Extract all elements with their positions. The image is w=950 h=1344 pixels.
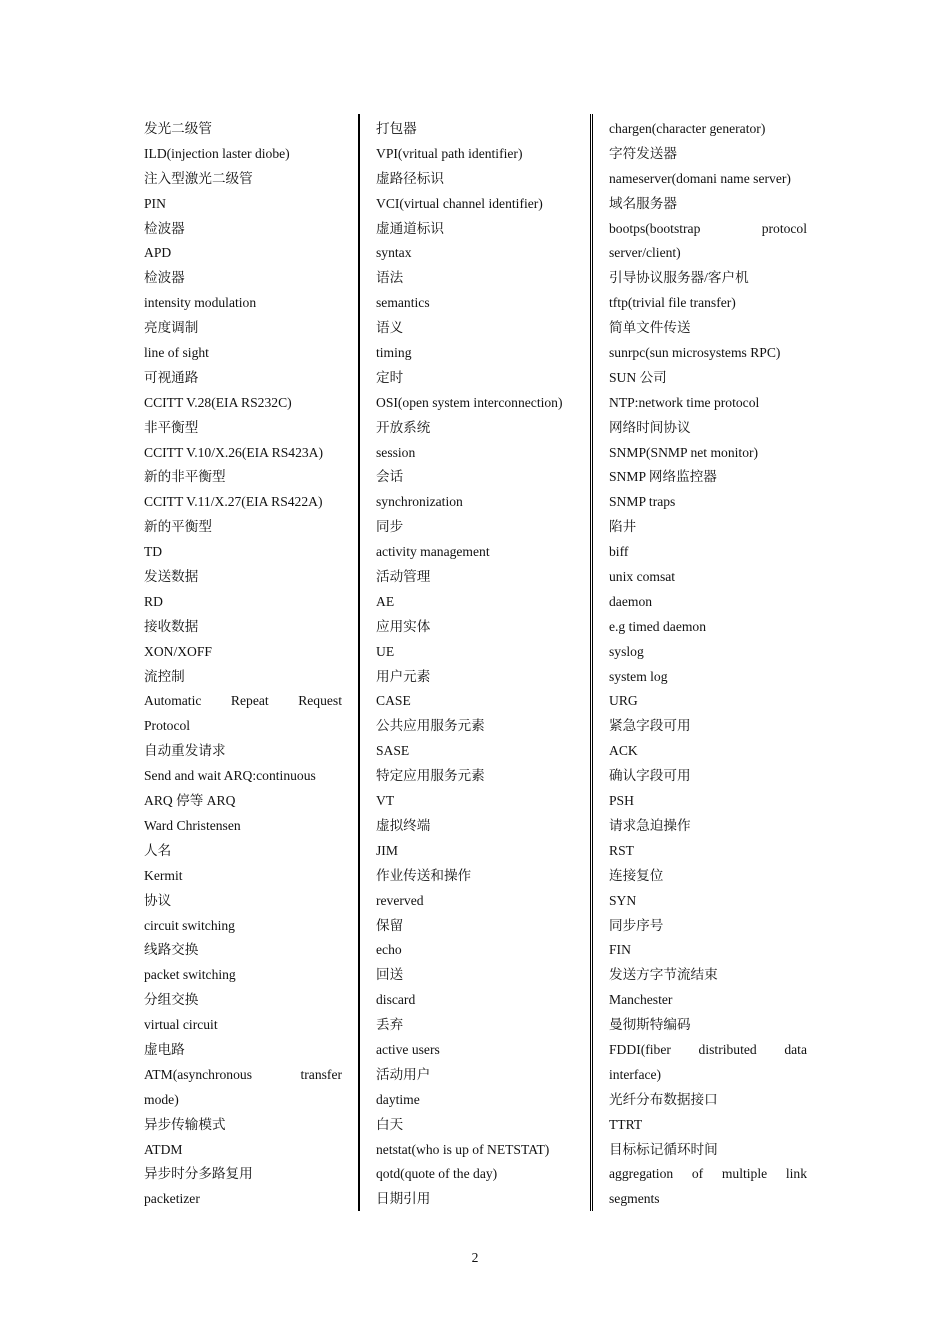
glossary-entry-line: bootps(bootstrap protocol bbox=[609, 220, 807, 236]
glossary-entry-line: 光纤分布数据接口 bbox=[609, 1091, 718, 1107]
glossary-entry-line: Send and wait ARQ:continuous bbox=[144, 768, 316, 784]
glossary-entry-line: 非平衡型 bbox=[144, 419, 199, 435]
glossary-entry-line: UE bbox=[376, 643, 395, 659]
glossary-entry-line: 语法 bbox=[376, 270, 404, 286]
glossary-entry-line: synchronization bbox=[376, 494, 463, 510]
glossary-entry-line: 保留 bbox=[376, 917, 404, 933]
glossary-entry-line: 引导协议服务器/客户机 bbox=[609, 270, 749, 286]
glossary-entry-line: 虚通道标识 bbox=[376, 220, 444, 236]
glossary-entry-line: 检波器 bbox=[144, 220, 185, 236]
glossary-entry-line: 打包器 bbox=[376, 121, 417, 136]
glossary-entry-line: 流控制 bbox=[144, 668, 185, 684]
glossary-entry-line: circuit switching bbox=[144, 917, 235, 933]
glossary-entry-line: 新的非平衡型 bbox=[144, 469, 226, 485]
glossary-entry-line: SNMP traps bbox=[609, 494, 676, 510]
glossary-entry-line: syslog bbox=[609, 643, 644, 659]
glossary-entry-line: Automatic Repeat Request bbox=[144, 693, 342, 709]
glossary-entry-line: Manchester bbox=[609, 992, 673, 1008]
glossary-entry-line: reverved bbox=[376, 892, 424, 908]
glossary-entry-line: CCITT V.28(EIA RS232C) bbox=[144, 394, 292, 410]
glossary-entry-line: aggregation of multiple link bbox=[609, 1166, 807, 1182]
glossary-entry-line: 丢弃 bbox=[376, 1017, 404, 1033]
glossary-entry-line: RST bbox=[609, 842, 634, 858]
glossary-entry-line: discard bbox=[376, 992, 416, 1008]
glossary-entry-line: interface) bbox=[609, 1066, 662, 1082]
glossary-entry-line: SASE bbox=[376, 743, 410, 759]
glossary-entry-line: CCITT V.10/X.26(EIA RS423A) bbox=[144, 444, 324, 460]
glossary-entry-line: segments bbox=[609, 1191, 660, 1207]
glossary-entry-line: session bbox=[376, 444, 416, 460]
glossary-entry-line: packet switching bbox=[144, 967, 236, 983]
glossary-entry-line: 简单文件传送 bbox=[609, 320, 691, 336]
glossary-entry-line: 同步序号 bbox=[609, 917, 664, 933]
glossary-entry-line: 同步 bbox=[376, 519, 404, 535]
glossary-entry-line: 日期引用 bbox=[376, 1191, 431, 1207]
glossary-entry-line: echo bbox=[376, 942, 402, 958]
glossary-entry-line: nameserver(domani name server) bbox=[609, 170, 791, 186]
glossary-entry-line: AE bbox=[376, 593, 395, 609]
glossary-entry-line: Protocol bbox=[144, 718, 191, 734]
glossary-entry-line: SYN bbox=[609, 892, 637, 908]
column-divider-left bbox=[358, 114, 360, 1211]
glossary-entry-line: VT bbox=[376, 793, 395, 809]
glossary-entry-line: ATM(asynchronous transfer bbox=[144, 1066, 342, 1082]
glossary-entry-line: qotd(quote of the day) bbox=[376, 1166, 498, 1182]
glossary-entry-line: PIN bbox=[144, 195, 166, 211]
glossary-entry-line: sunrpc(sun microsystems RPC) bbox=[609, 345, 781, 361]
glossary-entry-line: 虚电路 bbox=[144, 1041, 185, 1057]
glossary-entry-line: Ward Christensen bbox=[144, 817, 241, 833]
glossary-entry-line: mode) bbox=[144, 1091, 179, 1107]
glossary-entry-line: intensity modulation bbox=[144, 295, 257, 311]
glossary-entry-line: line of sight bbox=[144, 345, 209, 361]
glossary-entry-line: 分组交换 bbox=[144, 992, 199, 1008]
page-number: 2 bbox=[471, 1250, 479, 1265]
glossary-column-3 bbox=[609, 117, 807, 1212]
column-divider-right-b bbox=[592, 114, 593, 1211]
glossary-entry-line: active users bbox=[376, 1041, 440, 1057]
glossary-entry-line: 确认字段可用 bbox=[609, 768, 691, 784]
glossary-entry-line: activity management bbox=[376, 544, 490, 560]
glossary-entry-line: netstat(who is up of NETSTAT) bbox=[376, 1141, 550, 1157]
glossary-entry-line: TD bbox=[144, 544, 163, 560]
glossary-entry-line: VPI(vritual path identifier) bbox=[376, 145, 523, 161]
glossary-column-2 bbox=[376, 117, 576, 1212]
glossary-entry-line: 连接复位 bbox=[609, 867, 664, 883]
glossary-entry-line: biff bbox=[609, 544, 629, 560]
glossary-entry-line: 请求急迫操作 bbox=[609, 817, 691, 833]
glossary-entry-line: 线路交换 bbox=[144, 942, 199, 958]
glossary-entry-line: 陷井 bbox=[609, 519, 637, 535]
glossary-entry-line: 紧急字段可用 bbox=[609, 718, 691, 734]
glossary-entry-line: XON/XOFF bbox=[144, 643, 212, 659]
glossary-entry-line: OSI(open system interconnection) bbox=[376, 394, 563, 410]
glossary-entry-line: CASE bbox=[376, 693, 411, 709]
glossary-entry-line: daytime bbox=[376, 1091, 420, 1107]
glossary-entry-line: FDDI(fiber distributed data bbox=[609, 1041, 807, 1057]
glossary-entry-line: 发送方字节流结束 bbox=[609, 967, 718, 983]
glossary-entry-line: 活动管理 bbox=[376, 569, 431, 585]
glossary-entry-line: 字符发送器 bbox=[609, 145, 677, 161]
glossary-entry-line: 网络时间协议 bbox=[609, 419, 691, 435]
glossary-entry-line: unix comsat bbox=[609, 569, 676, 585]
glossary-entry-line: semantics bbox=[376, 295, 430, 311]
glossary-entry-line: 虚拟终端 bbox=[376, 817, 431, 833]
glossary-entry-line: 应用实体 bbox=[376, 618, 431, 634]
glossary-entry-line: virtual circuit bbox=[144, 1017, 218, 1033]
glossary-entry-line: PSH bbox=[609, 793, 634, 809]
glossary-entry-line: ACK bbox=[609, 743, 638, 759]
glossary-entry-line: 定时 bbox=[376, 369, 404, 385]
glossary-entry-line: TTRT bbox=[609, 1116, 643, 1132]
glossary-entry-line: APD bbox=[144, 245, 172, 261]
glossary-entry-line: tftp(trivial file transfer) bbox=[609, 295, 736, 311]
glossary-entry-line: 自动重发请求 bbox=[144, 743, 226, 759]
glossary-entry-line: 新的平衡型 bbox=[144, 519, 212, 535]
glossary-entry-line: SNMP 网络监控器 bbox=[609, 469, 717, 485]
glossary-entry-line: system log bbox=[609, 668, 668, 684]
glossary-entry-line: ATDM bbox=[144, 1141, 183, 1157]
glossary-entry-line: SNMP(SNMP net monitor) bbox=[609, 444, 759, 460]
glossary-entry-line: 协议 bbox=[144, 892, 172, 908]
glossary-entry-line: daemon bbox=[609, 593, 653, 609]
glossary-entry-line: 亮度调制 bbox=[144, 320, 199, 336]
glossary-entry-line: 发送数据 bbox=[144, 569, 199, 585]
glossary-entry-line: CCITT V.11/X.27(EIA RS422A) bbox=[144, 494, 323, 510]
glossary-entry-line: 目标标记循环时间 bbox=[609, 1141, 718, 1157]
glossary-entry-line: FIN bbox=[609, 942, 631, 958]
glossary-entry-line: 公共应用服务元素 bbox=[376, 718, 485, 734]
glossary-entry-line: 虚路径标识 bbox=[376, 170, 444, 186]
glossary-entry-line: 接收数据 bbox=[144, 618, 199, 634]
column-divider-right-a bbox=[590, 114, 591, 1211]
glossary-entry-line: 作业传送和操作 bbox=[376, 867, 472, 883]
glossary-entry-line: ILD(injection laster diobe) bbox=[144, 145, 290, 161]
glossary-entry-line: 回送 bbox=[376, 967, 404, 983]
glossary-entry-line: 域名服务器 bbox=[609, 195, 677, 211]
glossary-entry-line: 特定应用服务元素 bbox=[376, 768, 485, 784]
glossary-entry-line: 人名 bbox=[144, 842, 172, 858]
glossary-column-1 bbox=[144, 117, 342, 1212]
glossary-entry-line: VCI(virtual channel identifier) bbox=[376, 195, 543, 211]
glossary-entry-line: SUN 公司 bbox=[609, 369, 667, 385]
glossary-entry-line: chargen(character generator) bbox=[609, 121, 766, 136]
glossary-entry-line: server/client) bbox=[609, 245, 681, 261]
glossary-entry-line: 异步传输模式 bbox=[144, 1116, 226, 1132]
glossary-entry-line: 白天 bbox=[376, 1116, 404, 1132]
glossary-entry-line: 检波器 bbox=[144, 270, 185, 286]
glossary-entry-line: 异步时分多路复用 bbox=[144, 1166, 253, 1182]
glossary-entry-line: 可视通路 bbox=[144, 369, 199, 385]
glossary-entry-line: URG bbox=[609, 693, 638, 709]
glossary-entry-line: NTP:network time protocol bbox=[609, 394, 760, 410]
glossary-entry-line: syntax bbox=[376, 245, 412, 261]
glossary-entry-line: 发光二级管 bbox=[144, 121, 212, 136]
glossary-entry-line: JIM bbox=[376, 842, 398, 858]
glossary-entry-line: 会话 bbox=[376, 469, 404, 485]
glossary-entry-line: 开放系统 bbox=[376, 419, 431, 435]
glossary-entry-line: 语义 bbox=[376, 320, 404, 336]
glossary-entry-line: 活动用户 bbox=[376, 1066, 431, 1082]
glossary-entry-line: timing bbox=[376, 345, 412, 361]
glossary-entry-line: 曼彻斯特编码 bbox=[609, 1017, 691, 1033]
glossary-entry-line: e.g timed daemon bbox=[609, 618, 707, 634]
glossary-entry-line: 用户元素 bbox=[376, 668, 431, 684]
glossary-entry-line: RD bbox=[144, 593, 163, 609]
glossary-entry-line: packetizer bbox=[144, 1191, 200, 1207]
glossary-entry-line: ARQ 停等 ARQ bbox=[144, 793, 236, 809]
glossary-entry-line: 注入型激光二级管 bbox=[144, 170, 253, 186]
glossary-entry-line: Kermit bbox=[144, 867, 183, 883]
